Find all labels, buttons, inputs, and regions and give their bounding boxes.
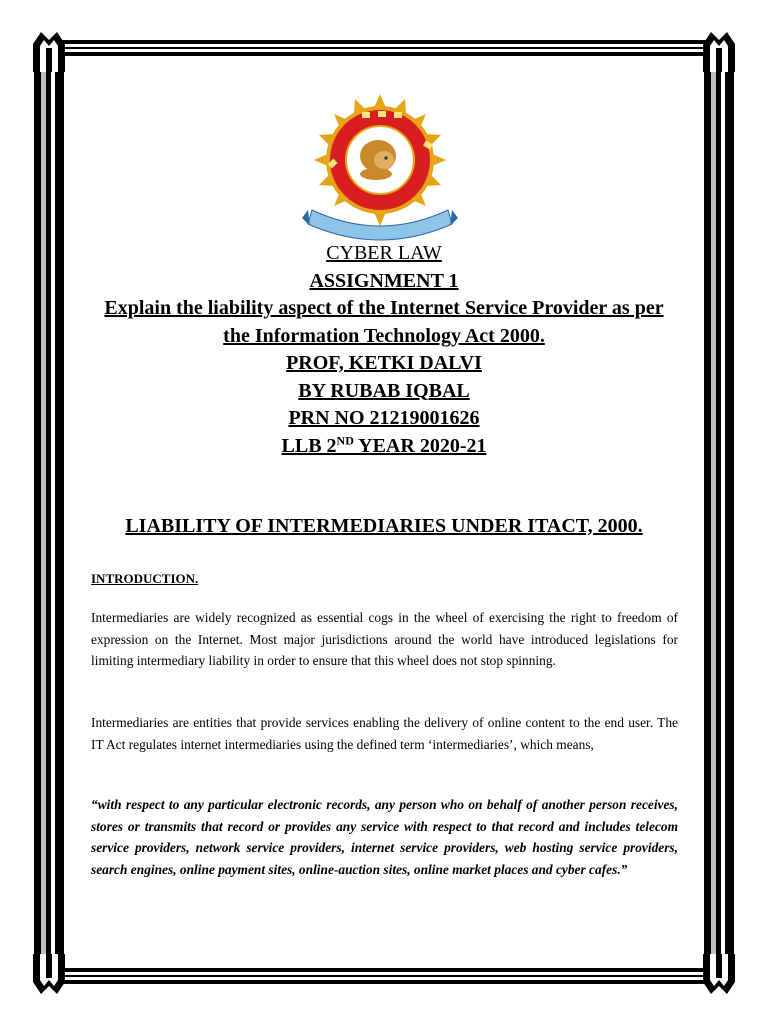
corner-ornament-icon <box>701 28 737 72</box>
course-year-prefix: LLB 2 <box>281 434 337 457</box>
paragraph-intermediaries-definition: Intermediaries are entities that provide services enabling the delivery of online content to the end user. The IT Act regulates internet intermediaries using the defined term ‘intermediaries’, which means, <box>91 715 678 752</box>
quoted-definition: “with respect to any particular electronic records, any person who on behalf of another person receives, stores or transmits that record or provides any service with respect to that record and includes telecom service providers, network service providers, internet service providers, web hosting service providers, search engines, online payment sites, online-auction sites, online market places and cyber cafes.” <box>91 797 678 877</box>
border-bottom <box>60 968 708 984</box>
subject-title: CYBER LAW <box>326 242 442 264</box>
course-year-superscript: ND <box>336 432 354 447</box>
border-left <box>34 66 64 962</box>
course-year-suffix: YEAR 2020-21 <box>353 434 487 457</box>
corner-ornament-icon <box>31 954 67 998</box>
course-year <box>80 433 688 461</box>
author-name: BY RUBAB IQBAL <box>298 379 470 402</box>
question-line-2: the Information Technology Act 2000. <box>223 324 545 347</box>
introduction-heading: INTRODUCTION. <box>91 571 199 586</box>
assignment-title: ASSIGNMENT 1 <box>309 269 459 292</box>
professor-name: PROF, KETKI DALVI <box>286 352 482 374</box>
paragraph-intermediaries-role: Intermediaries are widely recognized as essential cogs in the wheel of exercising the right to freedom of expression on the Internet. Most major jurisdictions around the world have introduced legislations for limiting intermediary liability in order to ensure that this wheel does not stop spinning. <box>91 610 678 668</box>
question-line-1: Explain the liability aspect of the Internet Service Provider as per <box>104 297 664 319</box>
section-title: LIABILITY OF INTERMEDIARIES UNDER ITACT, 2000. <box>125 515 643 537</box>
prn-number: PRN NO 21219001626 <box>288 407 480 429</box>
border-right <box>704 66 734 962</box>
border-top <box>60 40 708 56</box>
corner-ornament-icon <box>701 954 737 998</box>
corner-ornament-icon <box>31 28 67 72</box>
title-block <box>80 240 688 460</box>
university-emblem-icon <box>300 92 460 242</box>
